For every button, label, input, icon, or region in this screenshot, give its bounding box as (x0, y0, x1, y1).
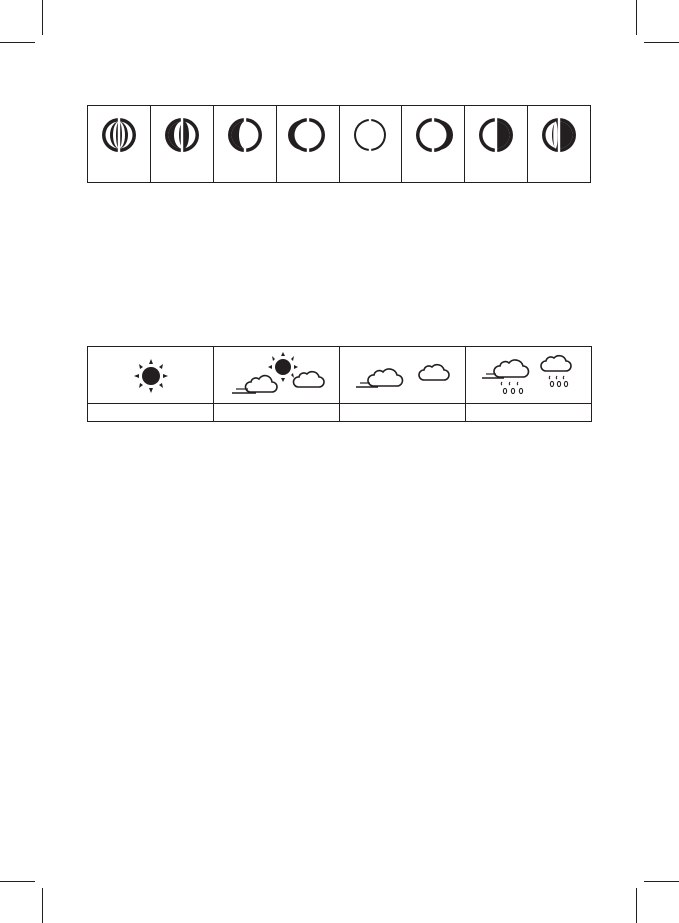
crop-mark (0, 42, 35, 43)
moon-phase-cell (340, 106, 403, 182)
sunny-icon (88, 347, 214, 403)
moon-phase-cell (214, 106, 277, 182)
first-quarter-icon (475, 114, 517, 156)
weather-cell (214, 347, 340, 403)
weather-cell (88, 347, 214, 403)
moon-phase-cell (151, 106, 214, 182)
moon-phase-cell (402, 106, 465, 182)
crop-mark (644, 42, 679, 43)
crop-mark (42, 0, 43, 35)
waxing-gibbous-icon (538, 114, 580, 156)
partly-cloudy-icon (214, 347, 340, 403)
weather-label (340, 404, 466, 421)
weather-cell (466, 347, 591, 403)
new-moon-icon (349, 114, 391, 156)
moon-phase-cell (528, 106, 590, 182)
weather-label (466, 404, 591, 421)
weather-icon-row (88, 347, 591, 404)
moon-phase-cell (277, 106, 340, 182)
crop-mark (636, 0, 637, 35)
crop-mark (42, 888, 43, 923)
weather-cell (340, 347, 466, 403)
crop-mark (644, 881, 679, 882)
crop-mark (0, 881, 35, 882)
waning-gibbous-icon (161, 114, 203, 156)
weather-label (88, 404, 214, 421)
full-moon-icon (98, 114, 140, 156)
waning-crescent-icon (287, 114, 329, 156)
moon-phase-cell (88, 106, 151, 182)
waxing-crescent-icon (412, 114, 454, 156)
crop-mark (636, 888, 637, 923)
rainy-icon (466, 347, 592, 403)
weather-label-row (88, 404, 591, 421)
cloudy-icon (340, 347, 466, 403)
last-quarter-icon (224, 114, 266, 156)
weather-label (214, 404, 340, 421)
moon-phase-cell (465, 106, 528, 182)
moon-phase-table (87, 105, 591, 183)
weather-icon-table (87, 346, 592, 422)
